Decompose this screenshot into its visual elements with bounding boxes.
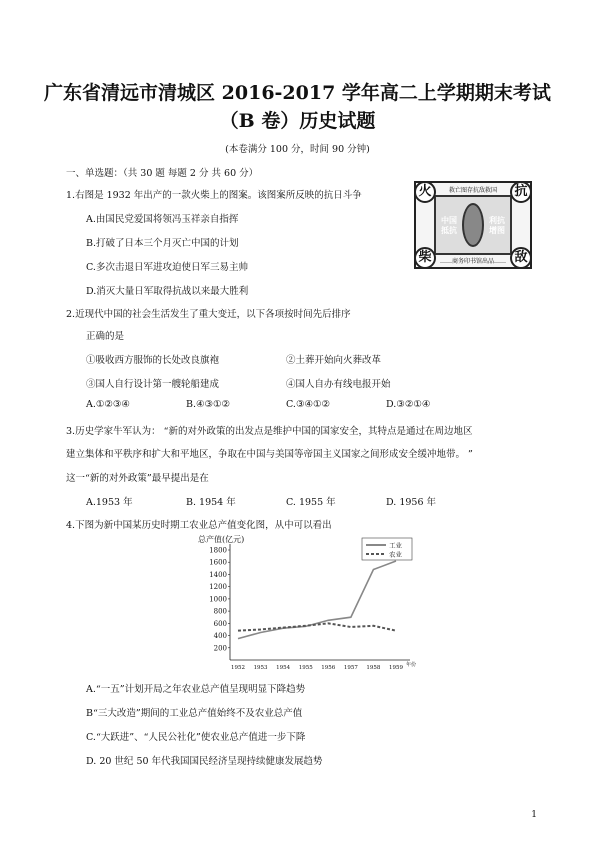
q2-option-a: A.①②③④ xyxy=(86,399,130,410)
q4-stem: 4.下图为新中国某历史时期工农业总产值变化图，从中可以看出 xyxy=(66,520,332,531)
x-tick-label: 1953 xyxy=(253,665,268,671)
q3-line-3: 这一“新的对外政策”最早提出是在 xyxy=(66,473,209,484)
series-line-2 xyxy=(238,623,396,630)
q2-stem: 2.近现代中国的社会生活发生了重大变迁，以下各项按时间先后排序 xyxy=(66,309,351,320)
q1-option-c: C.多次击退日军进攻迫使日军三易主帅 xyxy=(86,262,248,273)
y-axis-label: 总产值(亿元) xyxy=(198,535,245,544)
q2-option-d: D.③②①④ xyxy=(386,399,431,410)
y-tick-label: 200 xyxy=(213,644,227,653)
x-tick-label: 1952 xyxy=(231,665,245,671)
y-tick-label: 600 xyxy=(213,619,227,628)
q2-item-3: ③国人自行设计第一艘轮船建成 xyxy=(86,379,220,390)
q2-item-2: ②土葬开始向火葬改革 xyxy=(286,355,382,366)
y-tick-label: 1400 xyxy=(209,570,227,579)
q3-line-1: 3.历史学家牛军认为： “新的对外政策的出发点是维护中国的国家安全，其特点是通过在周边地区 xyxy=(66,426,473,437)
q2-stem-cont: 正确的是 xyxy=(86,331,125,342)
x-tick-label: 1959 xyxy=(389,665,403,671)
q2-item-4: ④国人自办有线电报开始 xyxy=(286,379,391,390)
stamp-emblem-icon xyxy=(462,203,484,247)
q2-item-1: ①吸收西方服饰的长处改良旗袍 xyxy=(86,355,220,366)
q2-option-c: C.③④①② xyxy=(286,399,331,410)
legend-box xyxy=(362,538,412,560)
x-tick-label: 1957 xyxy=(343,665,358,671)
x-tick-label: 1958 xyxy=(366,665,381,671)
stamp-left-text: 中国抵抗 xyxy=(441,215,457,235)
q2-option-b: B.④③①② xyxy=(186,399,231,410)
stamp-corner-tl: 火 xyxy=(414,181,436,203)
q4-option-a: A.“一五”计划开局之年农业总产值呈现明显下降趋势 xyxy=(86,684,306,695)
q3-line-2: 建立集体和平秩序和扩大和平地区，争取在中国与美国等帝国主义国家之间形成安全缓冲地带。 ” xyxy=(66,449,473,460)
q4-option-c: C.“大跃进”、“人民公社化”使农业总产值进一步下降 xyxy=(86,732,306,743)
stamp-inner-frame xyxy=(434,195,512,255)
x-tick-label: 1955 xyxy=(298,665,313,671)
matchbox-label-image xyxy=(414,181,532,269)
stamp-corner-br: 敌 xyxy=(510,247,532,269)
q4-option-b: B“三大改造”期间的工业总产值始终不及农业总产值 xyxy=(86,708,303,719)
y-tick-label: 800 xyxy=(213,607,227,616)
legend-label-2: 农业 xyxy=(389,550,402,559)
stamp-right-text: 利抗增图 xyxy=(489,215,505,235)
x-axis-label: 年份 xyxy=(406,662,416,668)
stamp-corner-tr: 抗 xyxy=(510,181,532,203)
y-tick-label: 1800 xyxy=(209,546,227,555)
exam-title-line1: 广东省清远市清城区 2016-2017 学年高二上学期期末考试 xyxy=(44,82,551,104)
q3-option-c: C. 1955 年 xyxy=(286,497,336,508)
q1-option-b: B.打破了日本三个月灭亡中国的计划 xyxy=(86,238,239,249)
page-number: 1 xyxy=(531,810,537,820)
q3-option-a: A.1953 年 xyxy=(86,497,133,508)
y-tick-label: 1200 xyxy=(209,583,227,592)
output-value-line-chart xyxy=(196,534,416,674)
q1-option-a: A.由国民党爱国将领冯玉祥亲自指挥 xyxy=(86,214,239,225)
series-line-1 xyxy=(238,561,396,639)
stamp-bottom-band: ……商务印书馆出品…… xyxy=(439,258,506,265)
exam-subtitle: (本卷满分 100 分，时间 90 分钟) xyxy=(225,144,370,155)
stamp-corner-bl: 柴 xyxy=(414,247,436,269)
q3-option-d: D. 1956 年 xyxy=(386,497,437,508)
y-tick-label: 400 xyxy=(213,632,227,641)
x-tick-label: 1956 xyxy=(321,665,336,671)
q1-option-d: D.消灭大量日军取得抗战以来最大胜利 xyxy=(86,286,249,297)
q1-stem: 1.右图是 1932 年出产的一款火柴上的图案。该图案所反映的抗日斗争 xyxy=(66,190,362,201)
y-tick-label: 1600 xyxy=(209,558,227,567)
q4-option-d: D. 20 世纪 50 年代我国国民经济呈现持续健康发展趋势 xyxy=(86,756,323,767)
exam-title-line2: （B 卷）历史试题 xyxy=(219,110,376,132)
section-heading: 一、单选题：（共 30 题 每题 2 分 共 60 分） xyxy=(66,168,259,179)
q3-option-b: B. 1954 年 xyxy=(186,497,236,508)
x-tick-label: 1954 xyxy=(276,665,291,671)
y-tick-label: 1000 xyxy=(209,595,227,604)
stamp-top-band: 救亡图存抗敌救国 xyxy=(448,187,497,194)
legend-label-1: 工业 xyxy=(389,541,402,550)
